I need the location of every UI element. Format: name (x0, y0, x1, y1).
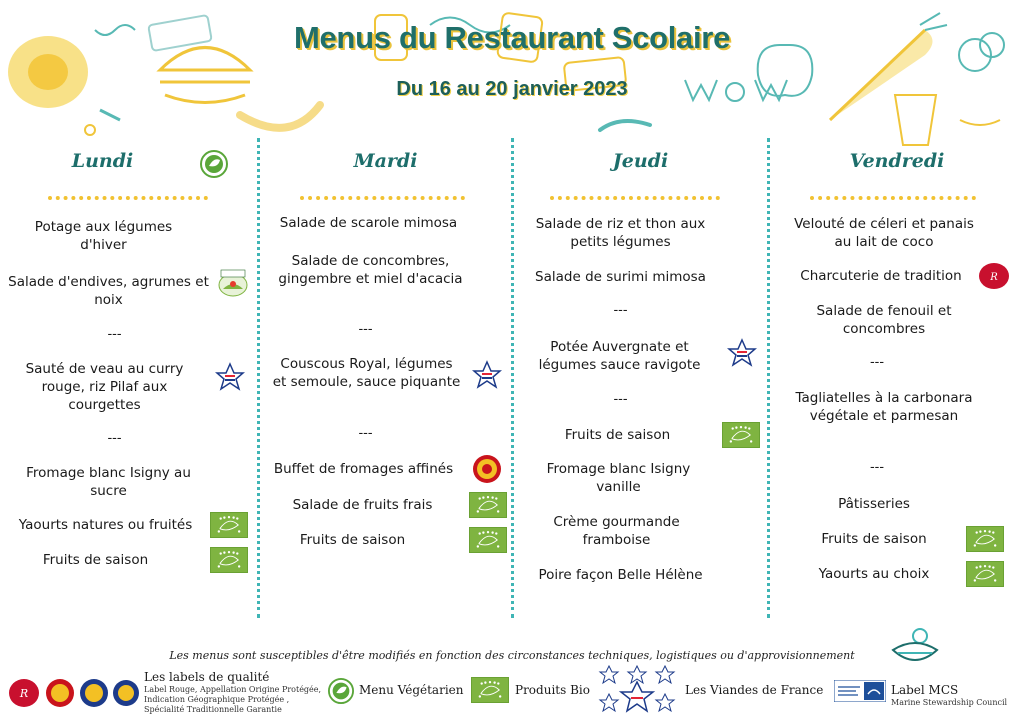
viandes-de-france-icons (597, 664, 681, 720)
produits-bio-logo (471, 677, 509, 703)
menu-item: Sauté de veau au curry rouge, riz Pilaf aux courgettes (25, 361, 184, 413)
menu-item: Yaourts au choix (818, 566, 930, 582)
day-title: Lundi (71, 150, 134, 172)
menu-item: Salade de scarole mimosa (279, 215, 458, 231)
produits-bio-logo (469, 527, 507, 553)
page-title: Menus du Restaurant Scolaire (293, 20, 731, 55)
menu-item: Fromage blanc Isigny vanille (546, 461, 691, 495)
day-underline (550, 196, 720, 200)
menu-separator: --- (869, 460, 885, 475)
day-underline (48, 196, 208, 200)
day-title: Mardi (353, 150, 418, 172)
mcs-title: Label MCS (891, 683, 959, 697)
produits-bio-logo (210, 547, 248, 573)
legend-viandes (597, 668, 824, 720)
menu-item: Salade d'endives, agrumes et noix (8, 274, 209, 308)
produits-bio-logo (722, 422, 760, 448)
produits-bio-logo (966, 561, 1004, 587)
bio-label: Produits Bio (515, 683, 590, 697)
day-column-jeudi (514, 140, 767, 620)
menu-item: Fruits de saison (564, 427, 671, 443)
day-underline (300, 196, 465, 200)
menu-item: Yaourts natures ou fruités (18, 517, 193, 533)
menu-item: Salade de surimi mimosa (535, 269, 706, 285)
msc-logo (834, 680, 886, 702)
menu-separator: --- (613, 303, 628, 318)
day-column-vendredi (770, 140, 1024, 620)
quality-labels-title: Les labels de qualité (144, 670, 270, 684)
aop-label-icon (472, 454, 502, 484)
menu-item: Salade de fruits frais (292, 497, 433, 513)
svg-text:R: R (990, 272, 998, 283)
viandes-de-france-logo (215, 362, 245, 392)
label-rouge-logo (978, 262, 1010, 290)
day-underline (810, 196, 976, 200)
menu-item: Salade de riz et thon aux petits légumes (535, 216, 706, 250)
date-range: Du 16 au 20 janvier 2023 (396, 78, 628, 100)
menu-separator: --- (358, 322, 373, 337)
menu-item: Poire façon Belle Hélène (538, 567, 703, 583)
quality-labels-desc: Indication Géographique Protégée , (144, 695, 290, 704)
menu-separator: --- (613, 392, 628, 407)
menu-separator: --- (107, 431, 122, 446)
produits-bio-logo (469, 492, 507, 518)
menu-item: Fruits de saison (299, 532, 406, 548)
menu-item: Potée Auvergnate et légumes sauce ravigote (538, 339, 701, 373)
svg-text:R: R (19, 687, 29, 700)
legend-bio (471, 668, 591, 720)
day-column-lundi (0, 140, 257, 620)
menu-item: Velouté de céleri et panais au lait de coco (794, 216, 974, 250)
menu-item: Pâtisseries (838, 496, 910, 512)
menu-item: Fruits de saison (821, 531, 927, 547)
produits-bio-logo (966, 526, 1004, 552)
legend-mcs (834, 628, 1024, 722)
day-title: Jeudi (612, 150, 669, 172)
menu-separator: --- (107, 327, 122, 342)
menu-separator: --- (358, 426, 373, 441)
produits-regionaux-logo (217, 267, 249, 297)
quality-labels-desc: Spécialité Traditionnelle Garantie (144, 705, 282, 714)
quality-labels-desc: Label Rouge, Appellation Origine Protégée, (144, 685, 322, 694)
menu-item: Fruits de saison (42, 552, 149, 568)
menu-item: Salade de fenouil et concombres (816, 303, 952, 337)
menu-item: Tagliatelles à la carbonara végétale et parmesan (795, 390, 973, 424)
menu-separator: --- (869, 355, 885, 370)
day-column-mardi (260, 140, 511, 620)
viandes-de-france-logo (727, 338, 757, 368)
day-title: Vendredi (849, 150, 945, 172)
quality-labels-icons (8, 676, 140, 710)
produits-bio-logo (210, 512, 248, 538)
vegetarian-label: Menu Végétarien (359, 683, 464, 697)
menu-item: Charcuterie de tradition (800, 268, 962, 284)
legend-quality-labels (8, 668, 328, 720)
legend-vegetarian (328, 668, 468, 720)
disclaimer-note: Les menus sont susceptibles d'être modifiés en fonction des circonstances techniques, logistiques ou d'approvisionnement (169, 649, 855, 662)
vegetarian-menu-icon (200, 150, 228, 178)
menu-item: Buffet de fromages affinés (273, 461, 454, 477)
menu-item: Fromage blanc Isigny au sucre (26, 465, 191, 499)
viandes-de-france-logo (472, 360, 502, 390)
menu-item: Potage aux légumes d'hiver (34, 219, 173, 253)
menu-item: Crème gourmande framboise (553, 514, 680, 548)
vegetarian-menu-icon (328, 678, 354, 704)
mcs-desc: Marine Stewardship Council (891, 698, 1008, 707)
menu-item: Couscous Royal, légumes et semoule, sauce piquante (272, 356, 461, 390)
viandes-label: Les Viandes de France (685, 683, 824, 697)
menu-item: Salade de concombres, gingembre et miel d'acacia (278, 253, 463, 287)
fish-bowl-icon (890, 628, 940, 668)
